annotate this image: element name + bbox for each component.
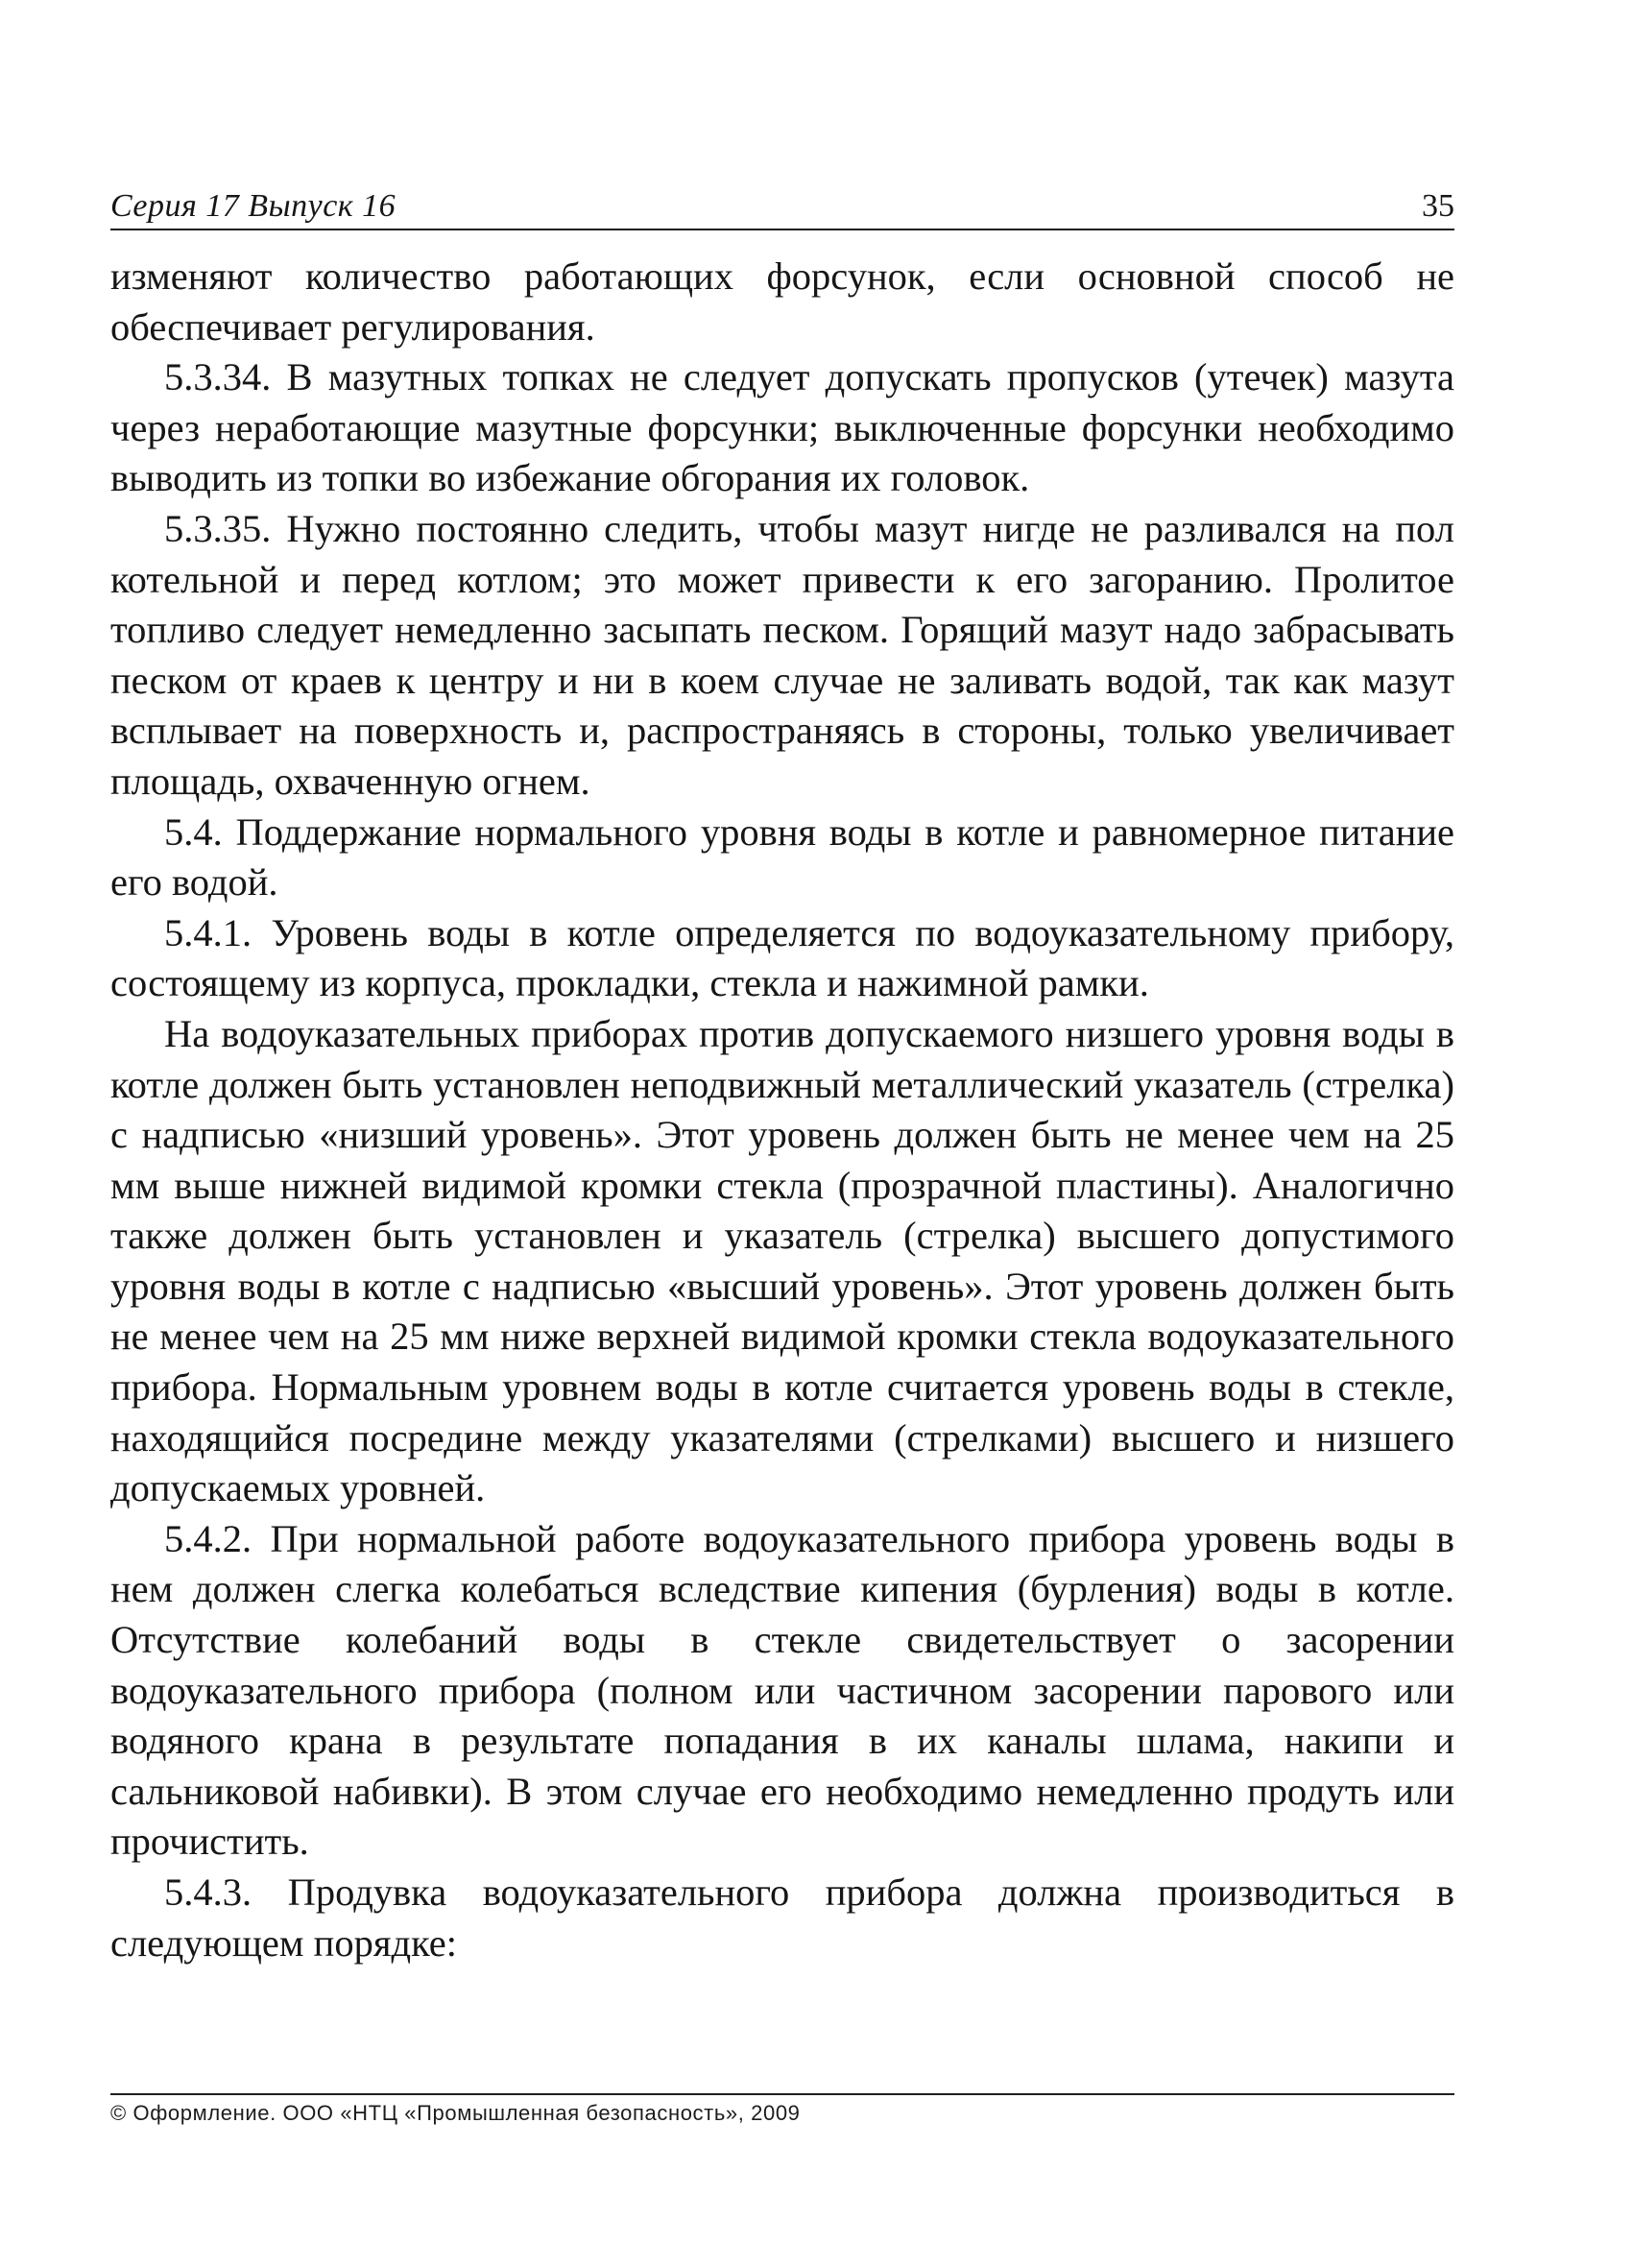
section-5-4-heading: 5.4. Поддержание нормального уровня воды в котле и равномерное питание его водой. — [110, 809, 1454, 905]
paragraph-5-4-1: 5.4.1. Уровень воды в котле определяется по водоуказательному прибору, состоящему из корпуса, прокладки, стекла и нажимной рамки. — [110, 910, 1454, 1005]
page-footer — [110, 2093, 1454, 2126]
series-title: Серия 17 Выпуск 16 — [110, 188, 396, 224]
paragraph-continuation: изменяют количество работающих форсунок, если основной способ не обеспечивает регулирования. — [110, 254, 1454, 349]
paragraph-indicators: На водоуказательных приборах против допускаемого низшего уровня воды в котле должен быть установлен неподвижный металлический указатель (стрелка) с надписью «низший уровень». Этот уровень должен быть не менее чем на 25 мм выше нижней видимой кромки стекла (прозрачной пластины). Аналогично также должен быть установлен и указатель (стрелка) высшего допустимого уровня воды в котле с надписью «высший уровень». Этот уровень должен быть не менее чем на 25 мм ниже верхней видимой кромки стекла водоуказательного прибора. Нормальным уровнем воды в котле считается уровень воды в стекле, находящийся посредине между указателями (стрелками) высшего и низшего допускаемых уровней. — [110, 1011, 1454, 1510]
page-body — [110, 252, 1454, 1968]
paragraph-5-3-34: 5.3.34. В мазутных топках не следует допускать пропусков (утечек) мазута через неработающие мазутные форсунки; выключенные форсунки необходимо выводить из топки во избежание обгорания их головок. — [110, 355, 1454, 500]
page-header — [110, 184, 1454, 230]
paragraph-5-4-3: 5.4.3. Продувка водоуказательного прибора должна производиться в следующем порядке: — [110, 1870, 1454, 1965]
copyright-notice: © Оформление. ООО «НТЦ «Промышленная безопасность», 2009 — [110, 2101, 801, 2125]
page-number: 35 — [1422, 188, 1454, 224]
paragraph-5-4-2: 5.4.2. При нормальной работе водоуказательного прибора уровень воды в нем должен слегка колебаться вследствие кипения (бурления) воды в котле. Отсутствие колебаний воды в стекле свидетельствует о засорении водоуказательного прибора (полном или частичном засорении парового или водяного крана в результате попадания в их каналы шлама, накипи и сальниковой набивки). В этом случае его необходимо немедленно продуть или прочистить. — [110, 1516, 1454, 1864]
paragraph-5-3-35: 5.3.35. Нужно постоянно следить, чтобы мазут нигде не разливался на пол котельной и перед котлом; это может привести к его загоранию. Пролитое топливо следует немедленно засыпать песком. Горящий мазут надо забрасывать песком от краев к центру и ни в коем случае не заливать водой, так как мазут всплывает на поверхность и, распространяясь в стороны, только увеличивает площадь, охваченную огнем. — [110, 506, 1454, 803]
